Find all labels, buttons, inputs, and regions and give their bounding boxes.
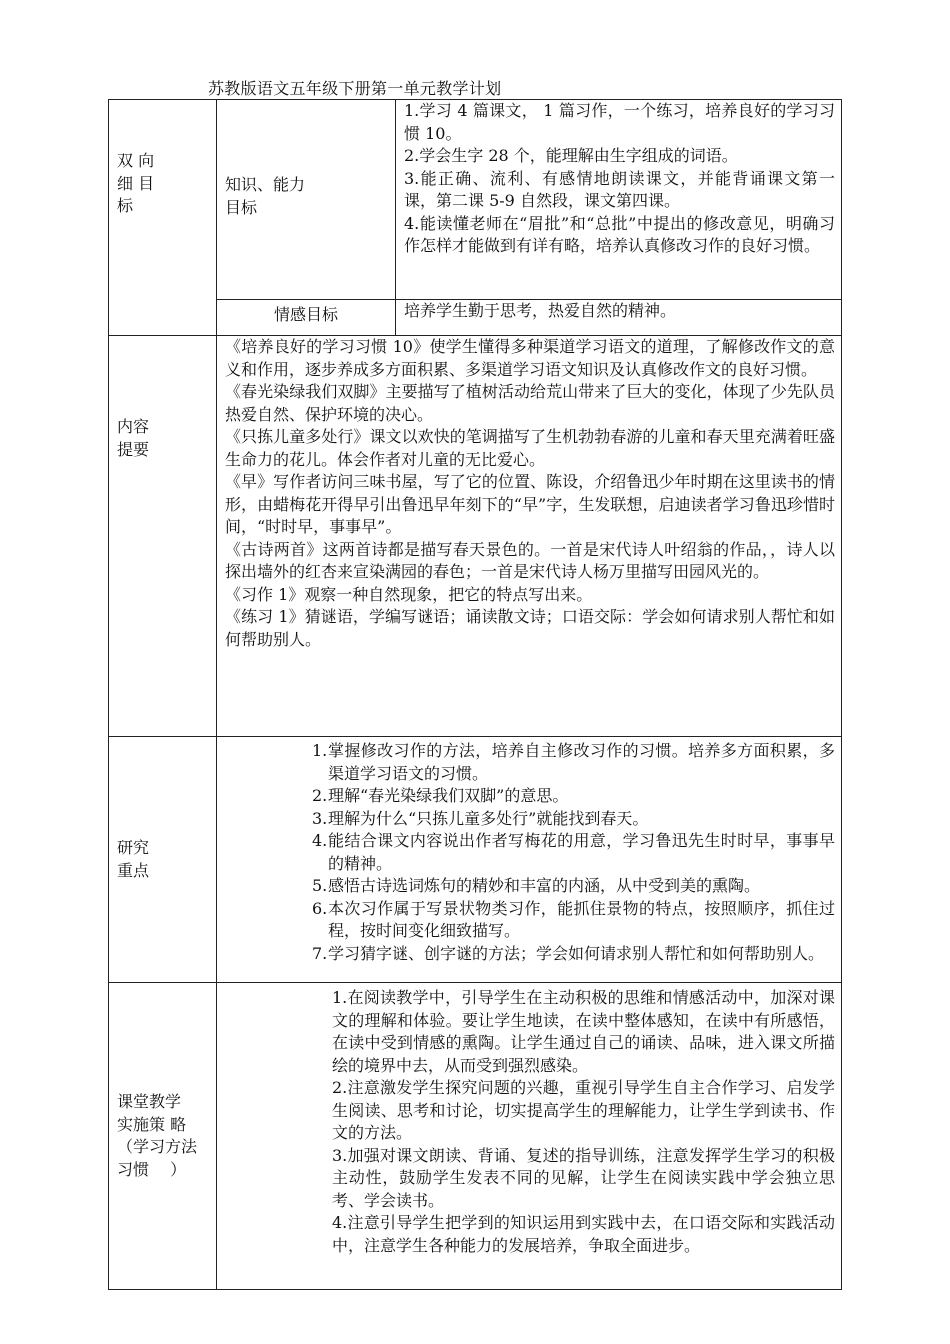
objectives-row-knowledge bbox=[109, 100, 842, 300]
content-paragraph: 《练习 1》猜谜语，学编写谜语；诵读散文诗；口语交际：学会如何请求别人帮忙和如何帮助别人。 bbox=[225, 607, 835, 649]
strategy-item: 3.加强对课文朗读、背诵、复述的指导训练，注意发挥学生学习的积极主动性，鼓励学生发表不同的见解，让学生在阅读实践中学会独立思考、学会读书。 bbox=[332, 1145, 835, 1210]
content-label bbox=[109, 336, 217, 737]
page-title: 苏教版语文五年级下册第一单元教学计划 bbox=[208, 79, 502, 98]
knowledge-item: 4.能读懂老师在“眉批”和“总批”中提出的修改意见，明确习作怎样才能做到有详有略，培养认真修改习作的良好习惯。 bbox=[404, 213, 835, 255]
teaching-plan-table bbox=[108, 99, 842, 1290]
focus-item bbox=[312, 808, 841, 831]
focus-label-line: 重点 bbox=[117, 860, 150, 880]
content-paragraph: 《早》写作者访问三味书屋，写了它的位置、陈设，介绍鲁迅少年时期在这里读书的情形，由蜡梅花开得早引出鲁迅早年刻下的“早”字，生发联想，启迪读者学习鲁迅珍惜时间，“时时早，事事早”。 bbox=[225, 472, 835, 536]
focus-item-number: 1. bbox=[312, 741, 328, 760]
content-paragraph: 《习作 1》观察一种自然现象，把它的特点写出来。 bbox=[225, 584, 593, 604]
strategy-list bbox=[217, 983, 842, 1290]
focus-item-text: 本次习作属于写景状物类习作，能抓住景物的特点，按照顺序，抓住过程，按时间变化细致描写。 bbox=[328, 898, 835, 940]
focus-item-text: 感悟古诗选词炼句的精妙和丰富的内涵，从中受到美的熏陶。 bbox=[328, 876, 761, 895]
objectives-label-line: 标 bbox=[117, 196, 134, 215]
focus-list bbox=[217, 737, 842, 983]
knowledge-label-line: 目标 bbox=[225, 197, 258, 217]
focus-item bbox=[312, 875, 841, 898]
objectives-label-line: 细 目 bbox=[117, 173, 155, 193]
focus-item bbox=[312, 830, 841, 875]
content-label-line: 内容 bbox=[117, 417, 150, 436]
knowledge-label bbox=[217, 100, 396, 300]
focus-item-number: 5. bbox=[312, 876, 328, 895]
focus-item-number: 6. bbox=[312, 898, 328, 918]
content-paragraph: 《春光染绿我们双脚》主要描写了植树活动给荒山带来了巨大的变化，体现了少先队员热爱自然、保护环境的决心。 bbox=[225, 382, 835, 424]
focus-item-text: 学习猜字谜、创字谜的方法；学会如何请求别人帮忙和如何帮助别人。 bbox=[328, 943, 825, 963]
content-summary bbox=[217, 336, 842, 737]
focus-item-number: 3. bbox=[312, 808, 328, 828]
knowledge-objectives bbox=[396, 100, 842, 300]
emotion-label: 情感目标 bbox=[217, 300, 396, 336]
focus-label bbox=[109, 737, 217, 983]
focus-label-line: 研究 bbox=[117, 838, 150, 857]
strategy-label-line: （学习方法 bbox=[117, 1137, 198, 1156]
strategy-item: 1.在阅读教学中，引导学生在主动积极的思维和情感活动中，加深对课文的理解和体验。要让学生地读，在读中整体感知，在读中有所感悟，在读中受到情感的熏陶。让学生通过自己的诵读、品味，进入课文所描绘的境界中去，从而受到强烈感染。 bbox=[332, 988, 835, 1075]
emotion-objective: 培养学生勤于思考，热爱自然的精神。 bbox=[396, 300, 842, 336]
strategy-label-line: 课堂教学 bbox=[117, 1092, 182, 1111]
content-paragraph: 《古诗两首》这两首诗都是描写春天景色的。一首是宋代诗人叶绍翁的作品，，诗人以探出墙外的红杏来宣染满园的春色；一首是宋代诗人杨万里描写田园风光的。 bbox=[225, 539, 835, 581]
focus-item-text: 掌握修改习作的方法，培养自主修改习作的习惯。培养多方面积累，多渠道学习语文的习惯。 bbox=[328, 741, 835, 783]
strategy-item: 4.注意引导学生把学到的知识运用到实践中去，在口语交际和实践活动中，注意学生各种能力的发展培养，争取全面进步。 bbox=[332, 1213, 835, 1255]
content-paragraph: 《培养良好的学习习惯 10》使学生懂得多种渠道学习语文的道理，了解修改作文的意义和作用，逐步养成多方面积累、多渠道学习语文知识及认真修改作文的良好习惯。 bbox=[225, 337, 835, 379]
knowledge-label-line: 知识、能力 bbox=[225, 175, 306, 194]
knowledge-item: 2.学会生字 28 个，能理解由生字组成的词语。 bbox=[404, 146, 738, 165]
content-row bbox=[109, 336, 842, 737]
strategy-label-line: 实施策 略 bbox=[117, 1114, 187, 1134]
strategy-row bbox=[109, 983, 842, 1290]
focus-item-number: 4. bbox=[312, 831, 328, 850]
strategy-label bbox=[109, 983, 217, 1290]
strategy-label-line: 习惯 ） bbox=[117, 1159, 187, 1179]
focus-item-number: 7. bbox=[312, 943, 328, 963]
strategy-item: 2.注意激发学生探究问题的兴趣，重视引导学生自主合作学习、启发学生阅读、思考和讨论，切实提高学生的理解能力，让学生学到读书、作文的方法。 bbox=[332, 1078, 835, 1142]
content-label-line: 提要 bbox=[117, 439, 150, 459]
knowledge-item: 1.学习 4 篇课文， 1 篇习作，一个练习，培养良好的学习习惯 10。 bbox=[404, 101, 835, 143]
focus-item bbox=[312, 898, 841, 943]
focus-item bbox=[312, 740, 841, 785]
focus-item-text: 理解为什么“只拣儿童多处行”就能找到春天。 bbox=[328, 808, 649, 828]
focus-item-text: 能结合课文内容说出作者写梅花的用意，学习鲁迅先生时时早，事事早的精神。 bbox=[328, 831, 835, 873]
focus-item-number: 2. bbox=[312, 786, 328, 805]
focus-item bbox=[312, 785, 841, 808]
objectives-label-line: 双 向 bbox=[117, 151, 155, 170]
objectives-label bbox=[109, 100, 217, 336]
focus-item-text: 理解“春光染绿我们双脚”的意思。 bbox=[328, 786, 569, 805]
objectives-row-emotion bbox=[109, 300, 842, 336]
focus-item bbox=[312, 943, 841, 966]
content-paragraph: 《只拣儿童多处行》课文以欢快的笔调描写了生机勃勃春游的儿童和春天里充满着旺盛生命力的花儿。体会作者对儿童的无比爱心。 bbox=[225, 427, 835, 469]
focus-row bbox=[109, 737, 842, 983]
knowledge-item: 3.能正确、流利、有感情地朗读课文，并能背诵课文第一课，第二课 5-9 自然段，课文第四课。 bbox=[404, 168, 835, 210]
